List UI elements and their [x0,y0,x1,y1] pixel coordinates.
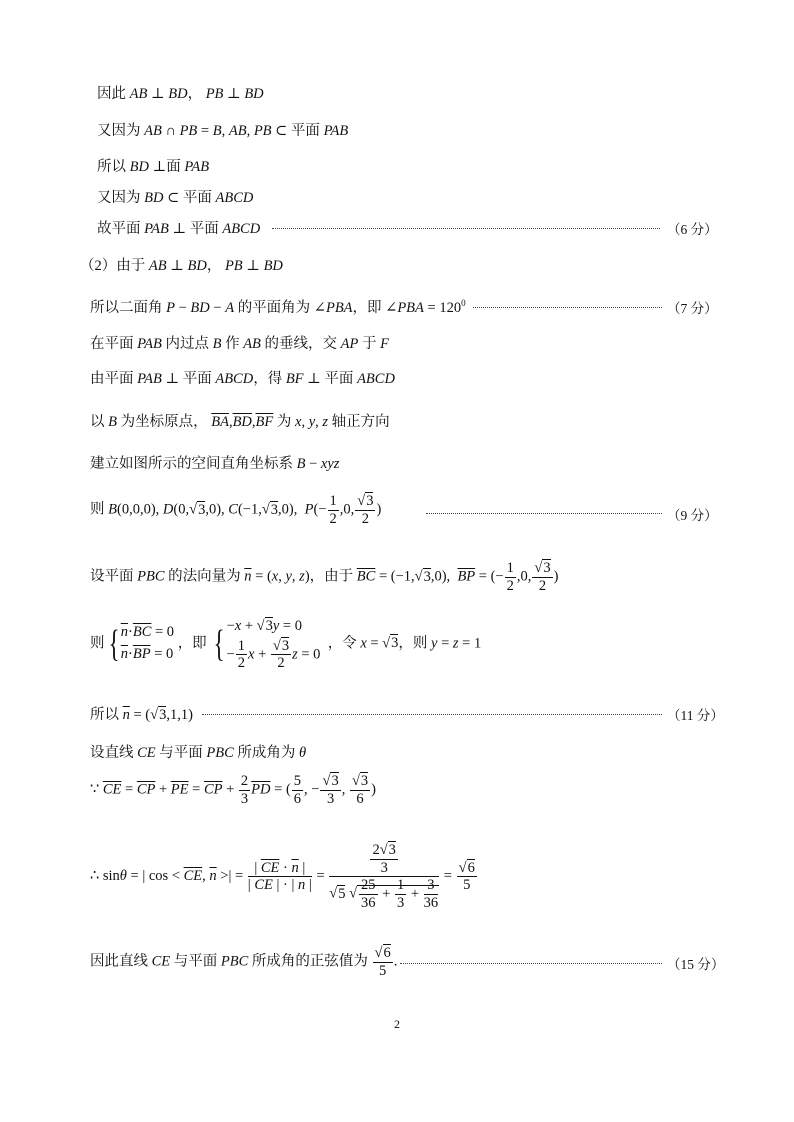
dot-leader [473,307,662,308]
score-marker: （6 分） [667,222,718,237]
page-number: 2 [394,1017,400,1031]
dot-leader [202,714,662,715]
score-marker: （11 分） [667,708,724,723]
score-marker: （7 分） [667,301,718,316]
dot-leader [426,513,662,514]
score-marker: （9 分） [667,508,718,523]
score-marker: （15 分） [667,957,725,972]
dot-leader [272,228,660,229]
dot-leader [400,963,662,964]
